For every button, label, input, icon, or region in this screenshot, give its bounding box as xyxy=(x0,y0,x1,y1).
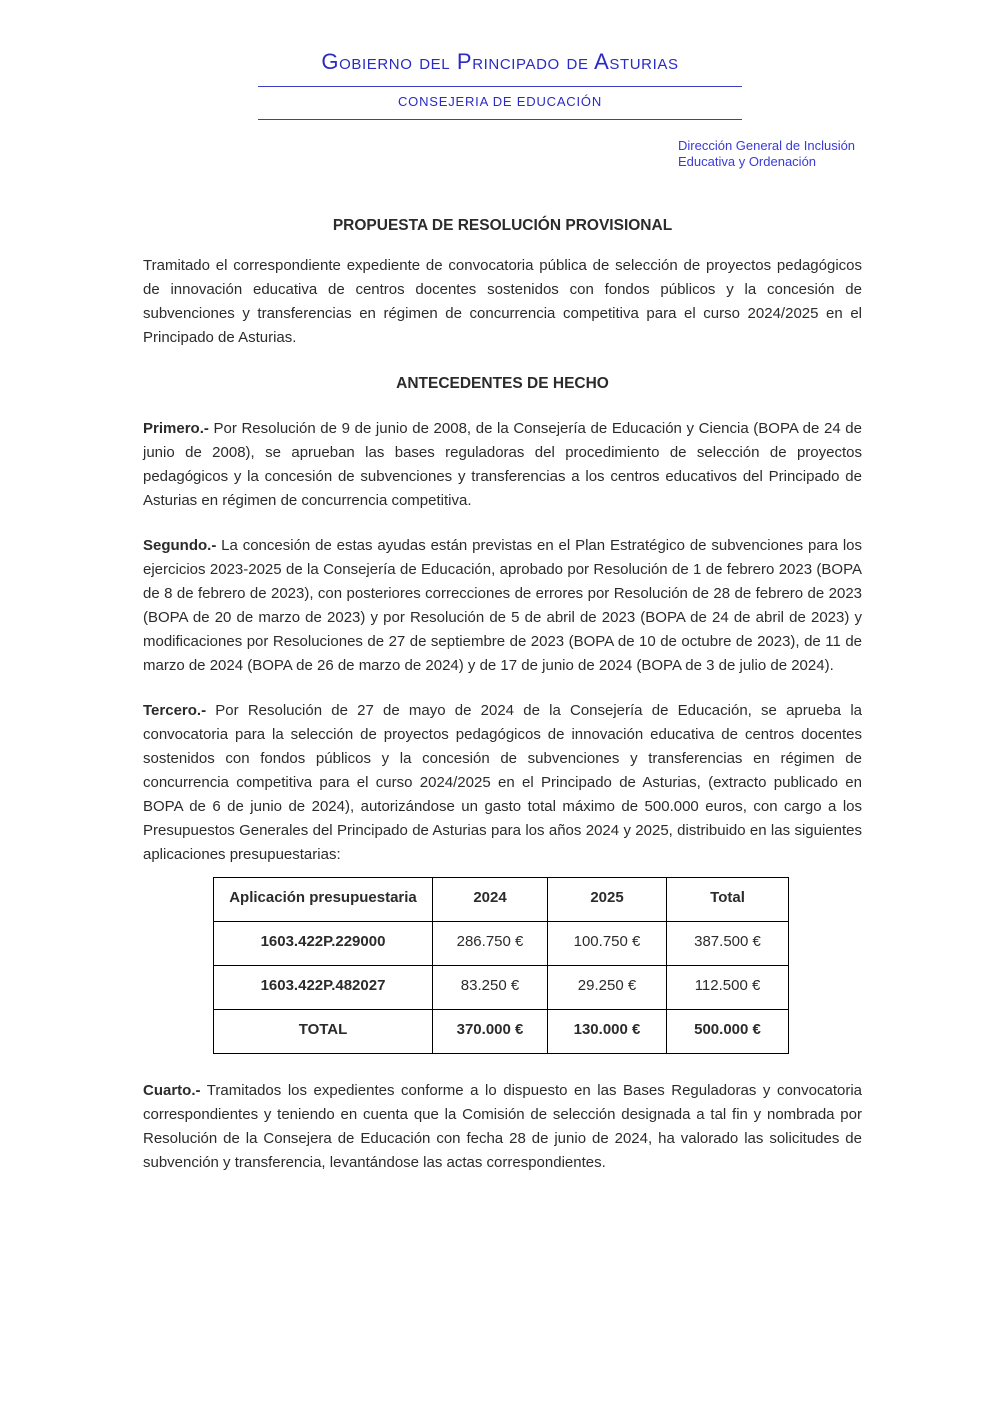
letterhead-rule-bottom xyxy=(258,119,742,120)
budget-total-label: TOTAL xyxy=(214,1010,433,1054)
letterhead-rule-top xyxy=(258,86,742,87)
intro-paragraph: Tramitado el correspondiente expediente de convocatoria pública de selección de proyectos pedagógicos de innovación educativa de centros docentes sostenidos con fondos públicos y la concesión de subvenciones y transferencias en régimen de concurrencia competitiva para el curso 2024/2025 en el Principado de Asturias. xyxy=(143,257,862,346)
budget-row1-2024: 286.750 € xyxy=(433,922,548,966)
budget-row2-total: 112.500 € xyxy=(667,966,789,1010)
budget-table-header-aplicacion: Aplicación presupuestaria xyxy=(214,878,433,922)
budget-table-row xyxy=(214,922,789,966)
document-title: PROPUESTA DE RESOLUCIÓN PROVISIONAL xyxy=(332,217,673,234)
budget-table-row xyxy=(214,966,789,1010)
department-title: CONSEJERIA DE EDUCACIÓN xyxy=(397,94,603,109)
budget-row1-code: 1603.422P.229000 xyxy=(214,922,433,966)
paragraph-segundo-text: La concesión de estas ayudas están previstas en el Plan Estratégico de subvenciones para los ejercicios 2023-2025 de la Consejería de Educación, aprobado por Resolución de 1 de febrero 2023 (BOPA de 8 de febrero de 2023), con posteriores correcciones de errores por Resolución de 28 de febrero de 2023 (BOPA de 20 de marzo de 2023) y por Resolución de 5 de abril de 2023 (BOPA de 24 de abril de 2023) y modificaciones por Resoluciones de 27 de septiembre de 2023 (BOPA de 10 de octubre de 2023), de 11 de marzo de 2024 (BOPA de 26 de marzo de 2024) y de 17 de junio de 2024 (BOPA de 3 de julio de 2024). xyxy=(143,537,862,674)
budget-table-header-2024: 2024 xyxy=(433,878,548,922)
budget-total-total: 500.000 € xyxy=(667,1010,789,1054)
government-title: Gobierno del Principado de Asturias xyxy=(321,49,679,74)
paragraph-primero-text: Por Resolución de 9 de junio de 2008, de la Consejería de Educación y Ciencia (BOPA de 24 de junio de 2008), se aprueban las bases reguladoras del procedimiento de selección de proyectos pedagógicos y la concesión de subvenciones y transferencias a los centros educativos del Principado de Asturias en régimen de concurrencia competitiva. xyxy=(143,420,862,509)
directorate-line-2: Educativa y Ordenación xyxy=(678,154,817,169)
budget-table-total-row xyxy=(214,1010,789,1054)
budget-row1-total: 387.500 € xyxy=(667,922,789,966)
paragraph-cuarto xyxy=(143,1079,862,1175)
directorate-block xyxy=(678,138,1000,170)
document-body xyxy=(143,214,862,1175)
section-heading-antecedentes: ANTECEDENTES DE HECHO xyxy=(396,375,609,392)
budget-table xyxy=(213,877,789,1054)
budget-row2-code: 1603.422P.482027 xyxy=(214,966,433,1010)
paragraph-primero-label: Primero.- xyxy=(143,420,209,437)
budget-table-header-total: Total xyxy=(667,878,789,922)
budget-total-2024: 370.000 € xyxy=(433,1010,548,1054)
budget-table-header-row xyxy=(214,878,789,922)
budget-total-2025: 130.000 € xyxy=(548,1010,667,1054)
directorate-line-1: Dirección General de Inclusión xyxy=(678,138,856,153)
budget-row1-2025: 100.750 € xyxy=(548,922,667,966)
paragraph-cuarto-label: Cuarto.- xyxy=(143,1082,201,1099)
paragraph-tercero-label: Tercero.- xyxy=(143,702,207,719)
budget-table-header-2025: 2025 xyxy=(548,878,667,922)
paragraph-cuarto-text: Tramitados los expedientes conforme a lo dispuesto en las Bases Reguladoras y convocatoria correspondientes y teniendo en cuenta que la Comisión de selección designada a tal fin y nombrada por Resolución de la Consejera de Educación con fecha 28 de junio de 2024, ha valorado las solicitudes de subvención y transferencia, levantándose las actas correspondientes. xyxy=(143,1082,862,1171)
paragraph-segundo xyxy=(143,534,862,678)
paragraph-primero xyxy=(143,417,862,513)
paragraph-tercero-text: Por Resolución de 27 de mayo de 2024 de la Consejería de Educación, se aprueba la convocatoria para la selección de proyectos pedagógicos de innovación educativa de centros docentes sostenidos con fondos públicos y la concesión de subvenciones y transferencias en régimen de concurrencia competitiva para el curso 2024/2025 en el Principado de Asturias, (extracto publicado en BOPA de 6 de junio de 2024), autorizándose un gasto total máximo de 500.000 euros, con cargo a los Presupuestos Generales del Principado de Asturias para los años 2024 y 2025, distribuido en las siguientes aplicaciones presupuestarias: xyxy=(143,702,862,863)
letterhead xyxy=(0,0,1000,170)
budget-row2-2025: 29.250 € xyxy=(548,966,667,1010)
paragraph-segundo-label: Segundo.- xyxy=(143,537,217,554)
paragraph-tercero xyxy=(143,699,862,867)
budget-row2-2024: 83.250 € xyxy=(433,966,548,1010)
